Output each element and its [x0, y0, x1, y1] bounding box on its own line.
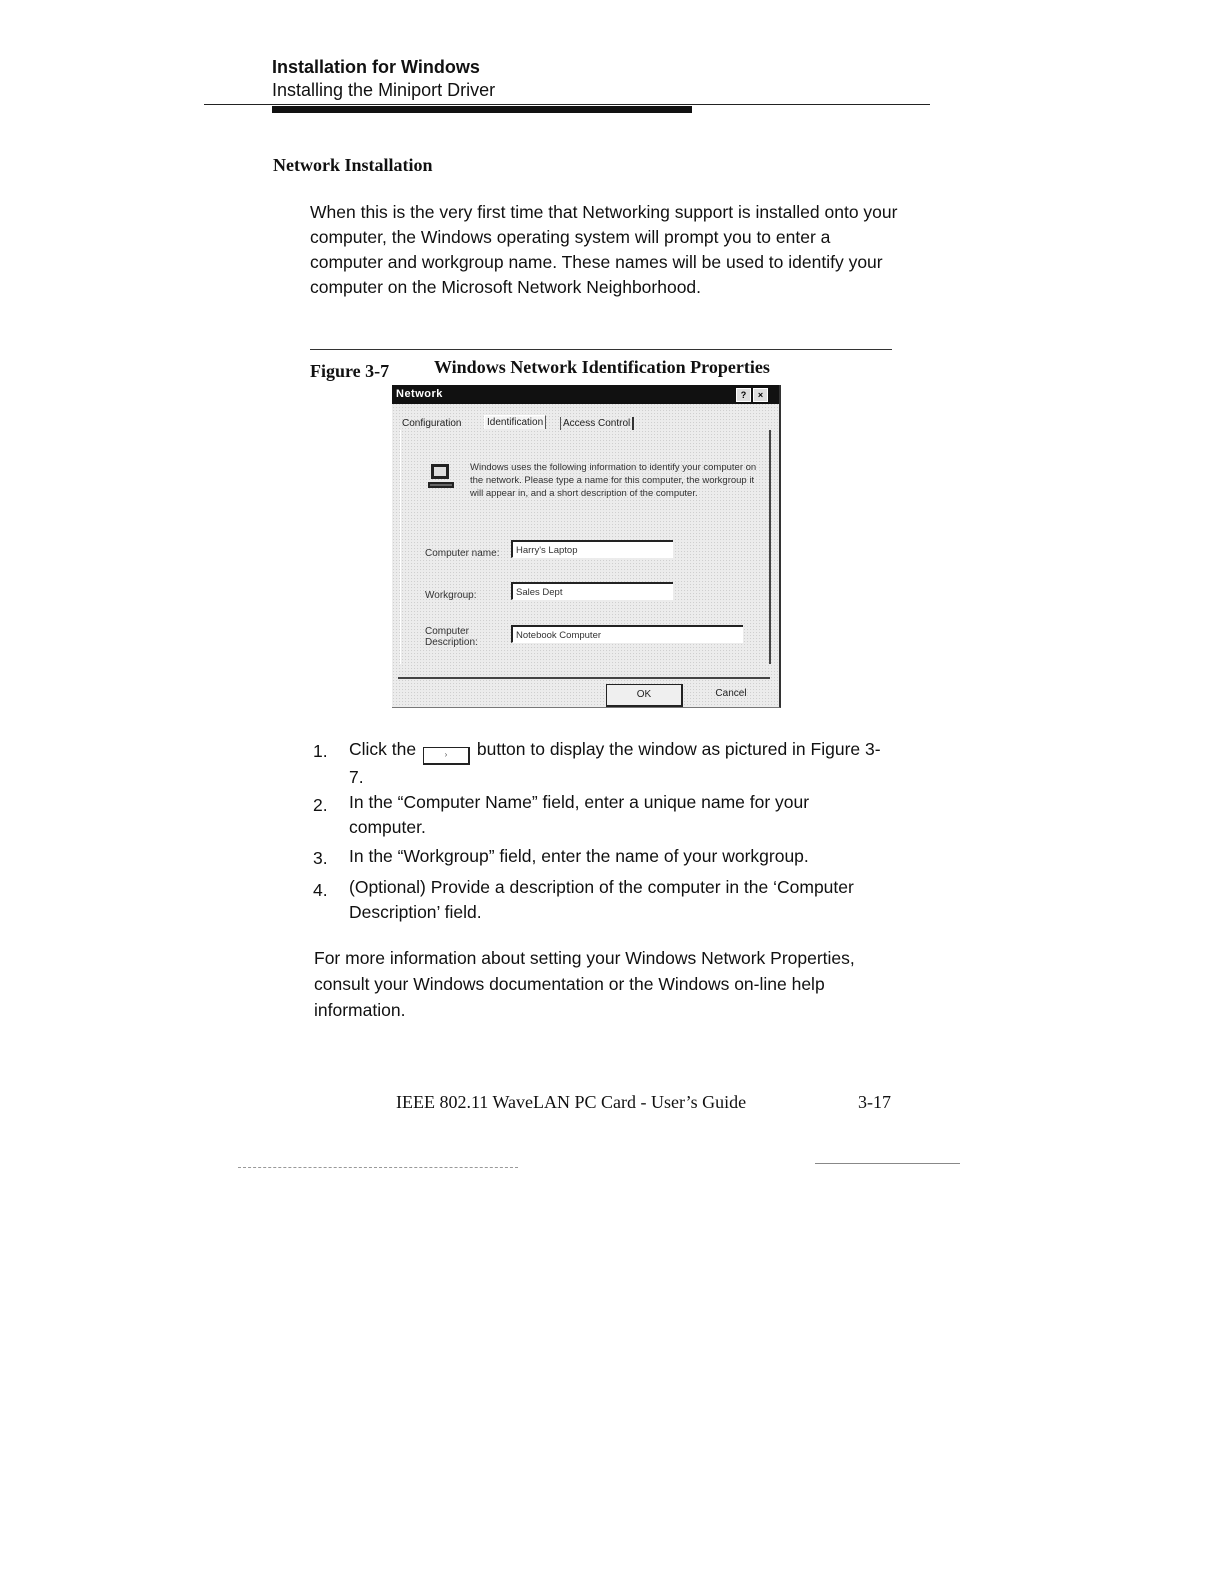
scan-artifact-line	[238, 1167, 518, 1168]
step-number: 4.	[313, 880, 328, 900]
step-1	[349, 737, 889, 790]
close-button[interactable]: ×	[753, 388, 768, 402]
section-heading: Network Installation	[273, 155, 433, 175]
tab-access-control[interactable]: Access Control	[560, 417, 634, 430]
step-number: 3.	[313, 848, 328, 868]
header-rule	[204, 104, 930, 105]
running-header-title: Installation for Windows	[272, 57, 480, 77]
closing-paragraph: For more information about setting your Windows Network Properties, consult your Windows documentation or the Windows on-line help information.	[314, 948, 855, 1020]
step-1-text-before: Click the	[349, 739, 417, 759]
computer-description-label	[425, 626, 478, 648]
figure-rule	[310, 349, 892, 350]
tab-configuration[interactable]: Configuration	[402, 418, 462, 429]
step-2: In the “Computer Name” field, enter a unique name for your computer.	[349, 792, 810, 837]
scan-artifact-line	[815, 1163, 960, 1164]
network-button-icon: ›	[423, 747, 470, 765]
computer-description-label-line-2: Description:	[425, 637, 478, 648]
help-button[interactable]: ?	[736, 388, 751, 402]
step-number: 2.	[313, 795, 328, 815]
dialog-titlebar	[392, 385, 779, 404]
intro-paragraph: When this is the very first time that Networking support is installed onto your computer, the Windows operating system will prompt you to enter a computer and workgroup name. These names will be used to identify your computer on the Microsoft Network Neighborhood.	[310, 202, 898, 297]
dialog-separator	[398, 677, 770, 679]
workgroup-label: Workgroup:	[425, 590, 477, 601]
ok-button[interactable]: OK	[606, 684, 683, 707]
page-number: 3-17	[858, 1092, 891, 1112]
workgroup-field[interactable]: Sales Dept	[511, 582, 673, 600]
computer-icon	[426, 462, 456, 492]
tab-identification[interactable]: Identification	[484, 415, 546, 429]
running-header-subtitle: Installing the Miniport Driver	[272, 80, 496, 100]
figure-title: Windows Network Identification Properties	[434, 357, 770, 377]
computer-description-field[interactable]: Notebook Computer	[511, 625, 743, 643]
computer-description-label-line-1: Computer	[425, 626, 469, 637]
step-number: 1.	[313, 741, 328, 761]
header-bar	[272, 106, 692, 113]
step-1-text-after: button to display the window as pictured in Figure 3-7.	[349, 739, 881, 787]
cancel-button[interactable]: Cancel	[715, 688, 747, 699]
computer-name-label: Computer name:	[425, 548, 500, 559]
step-3: In the “Workgroup” field, enter the name of your workgroup.	[349, 846, 809, 866]
figure-label: Figure 3-7	[310, 361, 390, 381]
step-4: (Optional) Provide a description of the computer in the ‘Computer Description’ field.	[349, 877, 854, 922]
dialog-title: Network	[396, 388, 443, 400]
footer-title: IEEE 802.11 WaveLAN PC Card - User’s Guide	[396, 1092, 747, 1112]
computer-name-field[interactable]: Harry's Laptop	[511, 540, 673, 558]
network-dialog	[392, 385, 781, 708]
identification-info-text: Windows uses the following information to identify your computer on the network. Please type a name for this computer, the workgroup it will appear in, and a short description of the computer.	[470, 462, 757, 499]
